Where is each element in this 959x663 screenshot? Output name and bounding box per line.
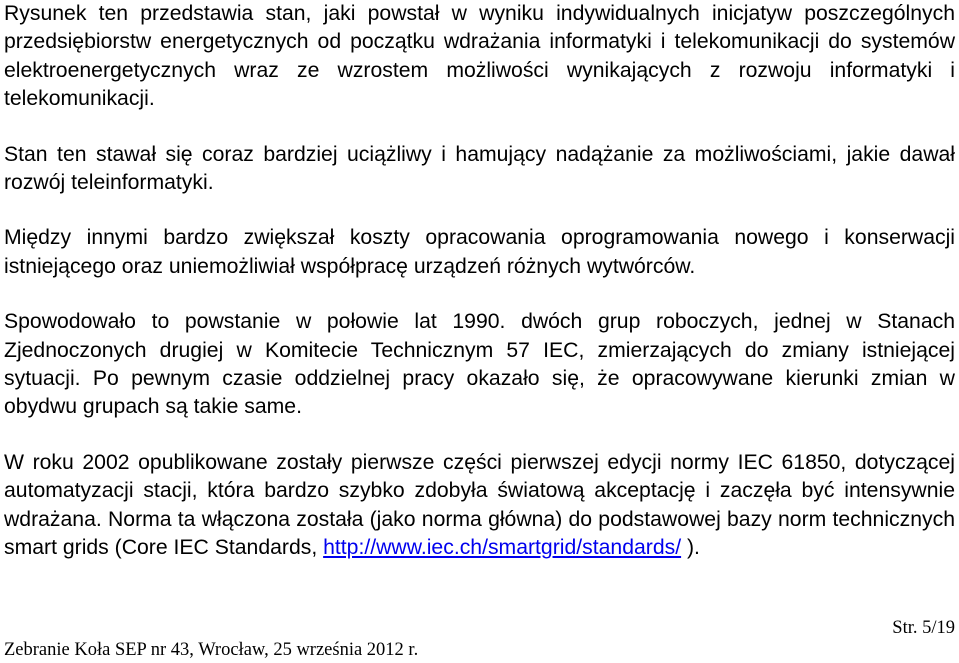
paragraph-5 [4,449,955,563]
iec-standards-link[interactable]: http://www.iec.ch/smartgrid/standards/ [323,536,682,560]
paragraph-2: Stan ten stawał się coraz bardziej uciążliwy i hamujący nadążanie za możliwościami, jakie dawał rozwój teleinformatyki. [4,142,955,195]
page-number: Str. 5/19 [892,618,955,638]
paragraph-3: Między innymi bardzo zwiększał koszty opracowania oprogramowania nowego i konserwacji istniejącego oraz uniemożliwiał współpracę urządzeń różnych wytwórców. [4,226,955,278]
paragraph-5-text: W roku 2002 opublikowane zostały pierwsze części pierwszej edycji normy IEC 61850, dotyczącej automatyzacji stacji, która bardzo szybko zdobyła światową akceptację i zaczęła być intensywnie wdrażana. Norma ta włączona została (jako norma główna) do podstawowej bazy norm technicznych smart grids (Core IEC Standards, [4,450,955,560]
paragraph-5-closing: ). [681,536,700,560]
paragraph-1: Rysunek ten przedstawia stan, jaki powstał w wyniku indywidualnych inicjatyw poszczególnych przedsiębiorstw energetycznych od początku wdrażania informatyki i telekomunikacji do systemów elektroenergetycznych wraz ze wzrostem możliwości wynikających z rozwoju informatyki i telekomunikacji. [4,2,955,111]
paragraph-4: Spowodowało to powstanie w połowie lat 1990. dwóch grup roboczych, jednej w Stanach Zjednoczonych drugiej w Komitecie Technicznym 57 IEC, zmierzających do zmiany istniejącej sytuacji. Po pewnym czasie oddzielnej pracy okazało się, że opracowywane kierunki zmian w obydwu grupach są takie same. [4,310,955,419]
footer-meeting-info: Zebranie Koła SEP nr 43, Wrocław, 25 września 2012 r. [4,640,419,660]
document-body [4,0,955,563]
